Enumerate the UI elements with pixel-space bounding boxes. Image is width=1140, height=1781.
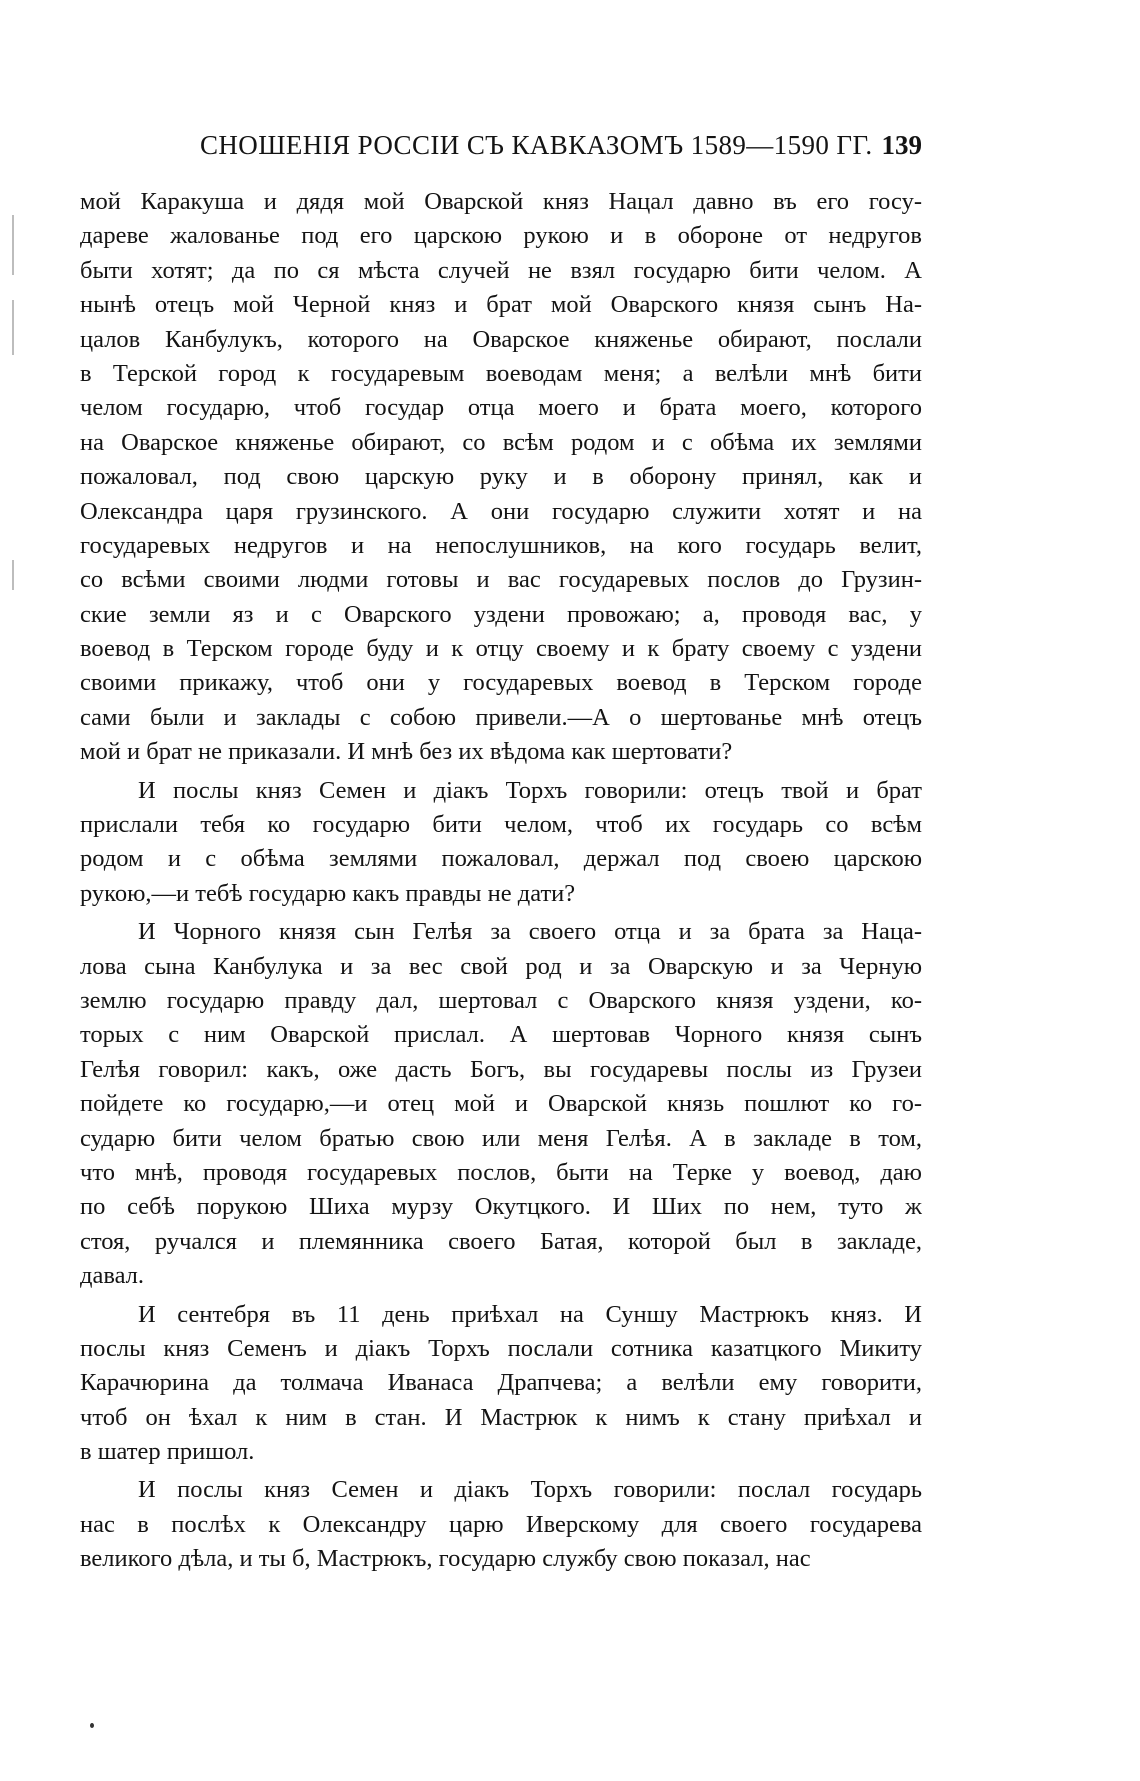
text-line: в шатер пришол. [80,1438,255,1466]
paragraph [80,1473,922,1576]
running-title: СНОШЕНІЯ РОССІИ СЪ КАВКАЗОМЪ 1589—1590 ГГ. [200,130,873,160]
text-line: на Оварское княженье обирают, со всѣм родом и с обѣма их землями [80,428,922,456]
text-line: мой и брат не приказали. И мнѣ без их вѣдома как шертовати? [80,738,733,766]
text-line: родом и с обѣма землями пожаловал, держал под своею царскою [80,845,922,873]
text-line: государевых недругов и на непослушников, на кого государь велит, [80,531,922,559]
text-line: сами были и заклады с собою привели.—А о шертованье мнѣ отецъ [80,703,922,731]
text-line: пожаловал, под свою царскую руку и в оборону принял, как и [80,463,922,491]
page-header [80,130,922,170]
page-number: 139 [881,130,922,160]
text-line: И сентебря въ 11 день приѣхал на Суншу Мастрюкъ княз. И [138,1300,922,1328]
text-line: давал. [80,1262,145,1290]
text-line: нас в послѣх к Олександру царю Иверскому для своего государева [80,1510,922,1538]
text-line: лова сына Канбулука и за вес свой род и за Оварскую и за Черную [80,952,922,980]
paragraph [80,1298,922,1470]
text-line: ские земли яз и с Оварского уздени провожаю; а, проводя вас, у [80,600,922,628]
text-line: И Чорного князя сын Гелѣя за своего отца и за брата за Наца- [138,918,922,946]
text-line: землю государю правду дал, шертовал с Оварского князя уздени, ко- [80,986,922,1014]
text-line: Гелѣя говорил: какъ, оже дасть Богъ, вы государевы послы из Грузеи [80,1055,922,1083]
text-line: стоя, ручался и племянника своего Батая, которой был в закладе, [80,1227,922,1255]
text-line: прислали тебя ко государю бити челом, чтоб их государь со всѣм [80,811,922,839]
text-line: И послы княз Семен и діакъ Торхъ говорили: отецъ твой и брат [138,776,922,804]
page-body-text [80,185,922,1577]
paragraph [80,185,922,770]
text-line: со всѣми своими людми готовы и вас государевых послов до Грузин- [80,566,922,594]
paragraph [80,915,922,1293]
text-line: великого дѣла, и ты б, Мастрюкъ, государю службу свою показал, нас [80,1545,811,1573]
text-line: И послы княз Семен и діакъ Торхъ говорили: послал государь [138,1476,922,1504]
text-line: своими прикажу, чтоб они у государевых воевод в Терском городе [80,669,922,697]
scan-speck [90,1723,94,1728]
text-line: послы княз Семенъ и діакъ Торхъ послали сотника казатцкого Микиту [80,1334,922,1362]
text-line: в Терской город к государевым воеводам меня; а велѣли мнѣ бити [80,359,922,387]
text-line: сударю бити челом братью свою или меня Гелѣя. А в закладе в том, [80,1124,922,1152]
text-line: дареве жалованье под его царскою рукою и в обороне от недругов [80,222,922,250]
text-line: по себѣ порукою Шиха мурзу Окутцкого. И Ших по нем, туто ж [80,1193,922,1221]
text-line: чтоб он ѣхал к ним в стан. И Мастрюк к нимъ к стану приѣхал и [80,1403,922,1431]
text-line: рукою,—и тебѣ государю какъ правды не дати? [80,879,576,907]
text-line: Олександра царя грузинского. А они государю служити хотят и на [80,497,922,525]
text-line: торых с ним Оварской прислал. А шертовав Чорного князя сынъ [80,1021,922,1049]
text-line: Карачюрина да толмача Иванаса Драпчева; а велѣли ему говорити, [80,1369,922,1397]
text-line: пойдете ко государю,—и отец мой и Оварской князь пошлют ко го- [80,1090,922,1118]
scan-edge-mark [12,300,14,355]
text-line: быти хотят; да по ся мѣста случей не взял государю бити челом. А [80,256,922,284]
scan-edge-mark [12,215,14,275]
text-line: воевод в Терском городе буду и к отцу своему и к брату своему с уздени [80,635,922,663]
text-line: челом государю, чтоб государ отца моего и брата моего, которого [80,394,922,422]
text-line: цалов Канбулукъ, которого на Оварское княженье обирают, послали [80,325,922,353]
text-line: нынѣ отецъ мой Черной княз и брат мой Оварского князя сынъ На- [80,291,922,319]
text-line: что мнѣ, проводя государевых послов, быти на Терке у воевод, даю [80,1158,922,1186]
scan-edge-mark [12,560,14,590]
paragraph [80,774,922,912]
text-line: мой Каракуша и дядя мой Оварской княз Нацал давно въ его госу- [80,188,922,215]
